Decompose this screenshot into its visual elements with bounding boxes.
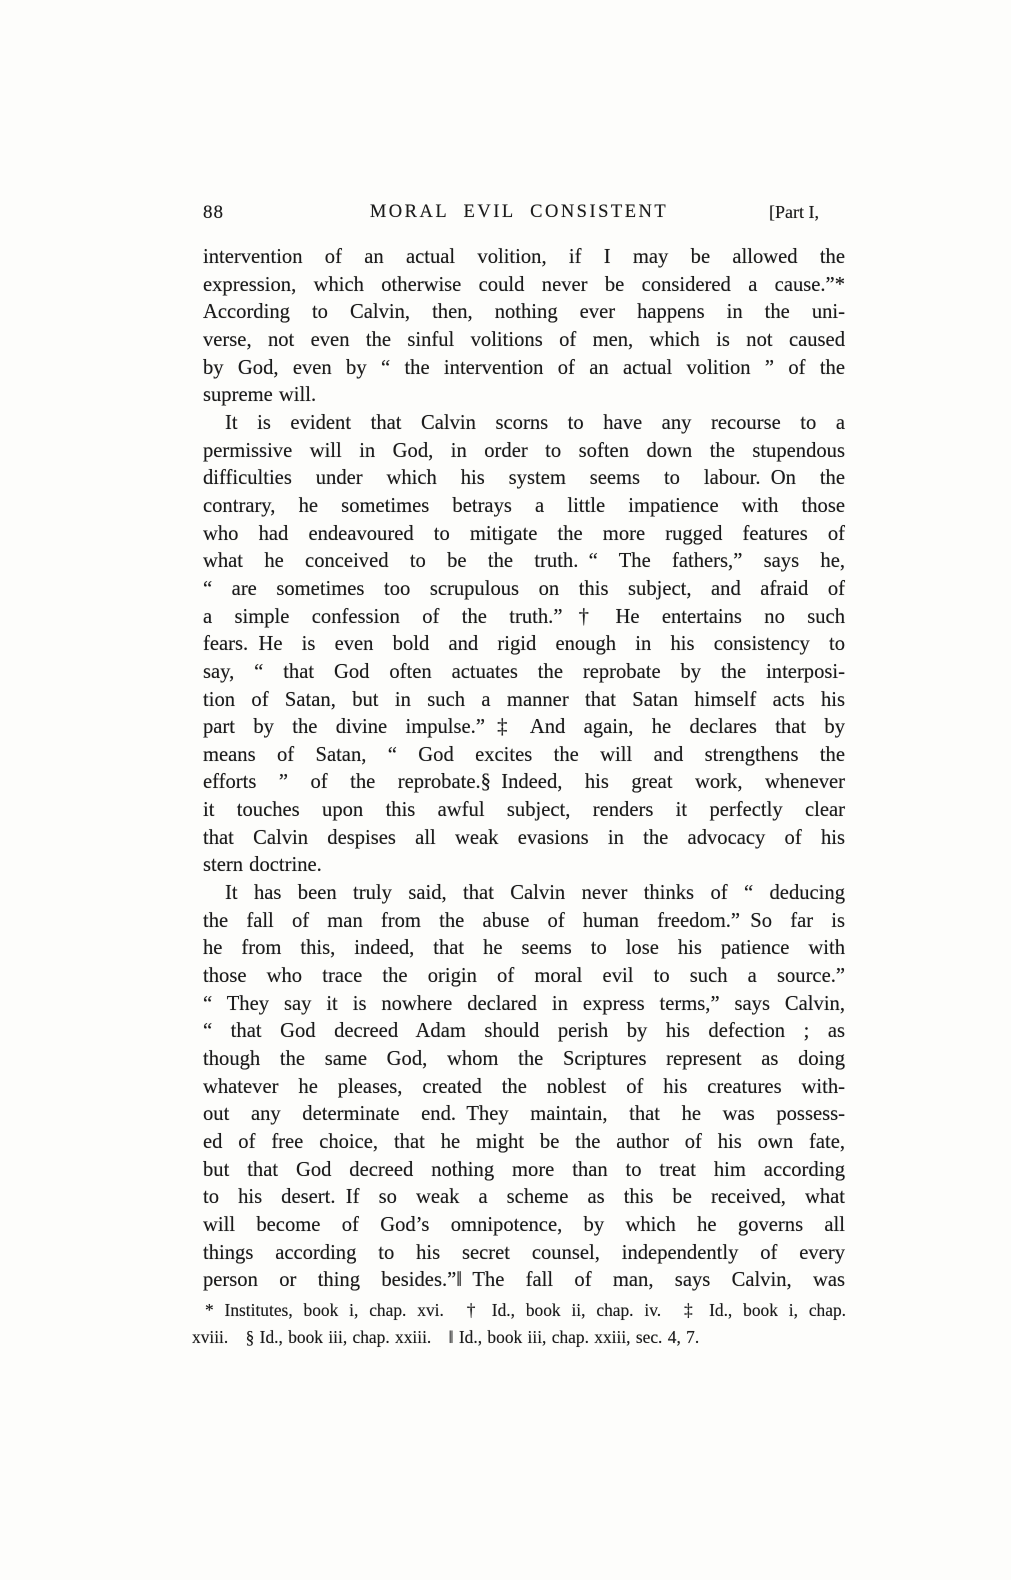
text-line: verse, not even the sinful volitions of men, which is not caused (203, 328, 845, 351)
text-line: to his desert. If so weak a scheme as this be received, what (203, 1186, 845, 1209)
page-header (203, 201, 845, 227)
text-line: It has been truly said, that Calvin never thinks of “ deducing (225, 882, 845, 905)
text-line: though the same God, whom the Scriptures represent as doing (203, 1048, 845, 1071)
page-number: 88 (203, 202, 224, 223)
text-line: “ that God decreed Adam should perish by his defection ; as (203, 1020, 845, 1043)
text-line: that Calvin despises all weak evasions in the advocacy of his (203, 826, 845, 849)
text-line: * Institutes, book i, chap. xvi. † Id., book ii, chap. iv. ‡ Id., book i, chap. (205, 1300, 846, 1320)
text-line: ed of free choice, that he might be the author of his own fate, (203, 1131, 845, 1153)
text-line: tion of Satan, but in such a manner that Satan himself acts his (203, 688, 845, 711)
text-line: things according to his secret counsel, independently of every (203, 1241, 845, 1264)
text-line: According to Calvin, then, nothing ever happens in the uni- (203, 301, 845, 324)
text-line: who had endeavoured to mitigate the more rugged features of (203, 522, 845, 545)
text-line: he from this, indeed, that he seems to lose his patience with (203, 937, 845, 960)
text-line: those who trace the origin of moral evil to such a source.” (203, 965, 845, 988)
text-line: efforts ” of the reprobate.§ Indeed, his great work, whenever (203, 771, 845, 794)
running-title: MORAL EVIL CONSISTENT (369, 202, 669, 222)
text-line: fears. He is even bold and rigid enough in his consistency to (203, 633, 845, 656)
text-line: xviii. § Id., book iii, chap. xxiii. ‖ Id., book iii, chap. xxiii, sec. 4, 7. (192, 1326, 700, 1347)
text-line: part by the divine impulse.”‡ And again, he declares that by (203, 716, 845, 739)
text-line: will become of God’s omnipotence, by which he governs all (203, 1213, 845, 1236)
footnotes (192, 1297, 846, 1350)
text-line: stern doctrine. (203, 854, 322, 877)
part-label: [Part I, (769, 202, 819, 222)
body-text (203, 244, 845, 1295)
text-line: whatever he pleases, created the noblest of his creatures with- (203, 1075, 845, 1098)
text-line: “ are sometimes too scrupulous on this subject, and afraid of (203, 577, 845, 600)
text-line: means of Satan, “ God excites the will and strengthens the (203, 743, 845, 766)
text-line: contrary, he sometimes betrays a little impatience with those (203, 494, 845, 517)
text-line: intervention of an actual volition, if I may be allowed the (203, 246, 845, 268)
text-line: but that God decreed nothing more than to treat him according (203, 1158, 845, 1181)
text-line: It is evident that Calvin scorns to have any recourse to a (225, 411, 845, 434)
text-line: say, “ that God often actuates the reprobate by the interposi- (203, 660, 845, 683)
text-line: out any determinate end. They maintain, that he was possess- (203, 1103, 845, 1126)
text-line: “ They say it is nowhere declared in express terms,” says Calvin, (203, 992, 845, 1015)
text-line: expression, which otherwise could never be considered a cause.”* (203, 273, 845, 296)
text-line: person or thing besides.”‖ The fall of man, says Calvin, was (203, 1269, 845, 1292)
text-line: it touches upon this awful subject, renders it perfectly clear (203, 799, 845, 822)
text-line: by God, even by “ the intervention of an actual volition ” of the (203, 356, 845, 379)
text-line: difficulties under which his system seems to labour. On the (203, 467, 845, 490)
text-line: the fall of man from the abuse of human freedom.” So far is (203, 909, 845, 932)
text-line: permissive will in God, in order to soften down the stupendous (203, 439, 845, 462)
text-line: supreme will. (203, 384, 317, 407)
text-line: a simple confession of the truth.”† He entertains no such (203, 605, 845, 628)
text-line: what he conceived to be the truth. “ The fathers,” says he, (203, 550, 845, 573)
